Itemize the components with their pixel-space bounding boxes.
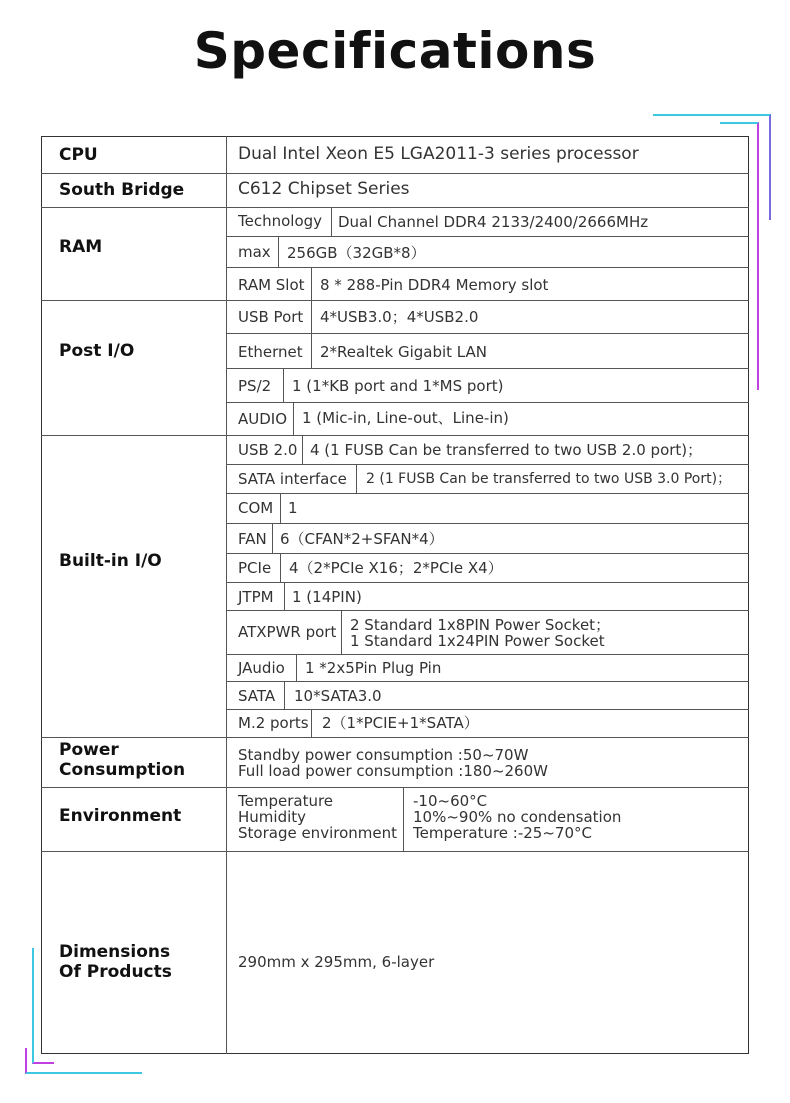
ram-value: 8 * 288-Pin DDR4 Memory slot bbox=[320, 276, 549, 294]
south-bridge-label: South Bridge bbox=[59, 180, 185, 200]
builtin-io-key: SATA interface bbox=[238, 470, 347, 488]
power-full-load: Full load power consumption :180~260W bbox=[238, 762, 548, 780]
section-divider bbox=[41, 851, 749, 852]
post-io-value: 4*USB3.0；4*USB2.0 bbox=[320, 308, 479, 326]
cell-divider bbox=[302, 435, 303, 464]
post-io-key: PS/2 bbox=[238, 377, 272, 395]
builtin-io-key: COM bbox=[238, 499, 274, 517]
cell-divider bbox=[356, 464, 357, 493]
section-divider bbox=[41, 300, 749, 301]
builtin-io-value: 1 (14PIN) bbox=[292, 588, 362, 606]
row-divider bbox=[226, 553, 749, 554]
environment-key: Storage environment bbox=[238, 824, 397, 842]
environment-value: Temperature :-25~70°C bbox=[413, 824, 592, 842]
cell-divider bbox=[311, 300, 312, 333]
ram-key: max bbox=[238, 243, 271, 261]
cell-divider bbox=[293, 402, 294, 435]
dimensions-label-line2: Of Products bbox=[59, 962, 172, 982]
section-divider bbox=[41, 207, 749, 208]
environment-key: Humidity bbox=[238, 808, 307, 826]
row-divider bbox=[226, 654, 749, 655]
row-divider bbox=[226, 681, 749, 682]
builtin-io-key: JAudio bbox=[238, 659, 285, 677]
dimensions-label: Dimensions bbox=[59, 942, 171, 962]
post-io-key: USB Port bbox=[238, 308, 304, 326]
ram-label: RAM bbox=[59, 237, 103, 257]
builtin-io-value: 6（CFAN*2+SFAN*4） bbox=[280, 530, 444, 548]
cell-divider bbox=[272, 523, 273, 553]
cell-divider bbox=[280, 493, 281, 523]
environment-label: Environment bbox=[59, 806, 182, 826]
builtin-io-value: 10*SATA3.0 bbox=[294, 687, 382, 705]
ram-value: 256GB（32GB*8） bbox=[287, 244, 426, 262]
section-divider bbox=[41, 787, 749, 788]
column-divider bbox=[226, 136, 227, 1054]
builtin-io-key: SATA bbox=[238, 687, 276, 705]
row-divider bbox=[226, 523, 749, 524]
builtin-io-key: USB 2.0 bbox=[238, 441, 298, 459]
power-label: Power bbox=[59, 740, 119, 760]
builtin-io-value: 2 (1 FUSB Can be transferred to two USB 3.0 Port)； bbox=[366, 471, 732, 487]
row-divider bbox=[226, 709, 749, 710]
power-standby: Standby power consumption :50~70W bbox=[238, 746, 529, 764]
row-divider bbox=[226, 267, 749, 268]
cell-divider bbox=[341, 610, 342, 654]
builtin-io-value: 2（1*PCIE+1*SATA） bbox=[322, 714, 479, 732]
post-io-value: 2*Realtek Gigabit LAN bbox=[320, 343, 487, 361]
builtin-io-label: Built-in I/O bbox=[59, 551, 162, 571]
row-divider bbox=[226, 582, 749, 583]
cell-divider bbox=[311, 709, 312, 737]
section-divider bbox=[41, 435, 749, 436]
builtin-io-key: JTPM bbox=[238, 588, 274, 606]
dimensions-value: 290mm x 295mm, 6-layer bbox=[238, 953, 435, 971]
ram-key: Technology bbox=[238, 212, 323, 230]
environment-key: Temperature bbox=[238, 792, 334, 810]
cell-divider bbox=[284, 582, 285, 610]
builtin-io-key: FAN bbox=[238, 530, 267, 548]
row-divider bbox=[226, 402, 749, 403]
builtin-io-value: 1 *2x5Pin Plug Pin bbox=[305, 659, 442, 677]
row-divider bbox=[226, 368, 749, 369]
builtin-io-value: 2 Standard 1x8PIN Power Socket； bbox=[350, 616, 611, 634]
builtin-io-key: PCIe bbox=[238, 559, 272, 577]
cell-divider bbox=[278, 236, 279, 267]
cpu-value: Dual Intel Xeon E5 LGA2011-3 series processor bbox=[238, 144, 639, 164]
cell-divider bbox=[403, 787, 404, 851]
row-divider bbox=[226, 610, 749, 611]
post-io-label: Post I/O bbox=[59, 341, 135, 361]
post-io-key: Ethernet bbox=[238, 343, 303, 361]
row-divider bbox=[226, 493, 749, 494]
post-io-key: AUDIO bbox=[238, 410, 288, 428]
row-divider bbox=[226, 236, 749, 237]
spec-table bbox=[41, 136, 749, 1054]
power-label-line2: Consumption bbox=[59, 760, 186, 780]
builtin-io-value: 4（2*PCIe X16；2*PCIe X4） bbox=[289, 559, 503, 577]
builtin-io-key: M.2 ports bbox=[238, 714, 309, 732]
cell-divider bbox=[296, 654, 297, 681]
cell-divider bbox=[284, 681, 285, 709]
south-bridge-value: C612 Chipset Series bbox=[238, 179, 410, 199]
ram-value: Dual Channel DDR4 2133/2400/2666MHz bbox=[338, 213, 649, 231]
cell-divider bbox=[283, 368, 284, 402]
builtin-io-value-line2: 1 Standard 1x24PIN Power Socket bbox=[350, 632, 605, 650]
cpu-label: CPU bbox=[59, 145, 98, 165]
section-divider bbox=[41, 173, 749, 174]
page-title: Specifications bbox=[193, 22, 597, 80]
environment-value: 10%~90% no condensation bbox=[413, 808, 622, 826]
row-divider bbox=[226, 464, 749, 465]
cell-divider bbox=[280, 553, 281, 582]
environment-value: -10~60°C bbox=[413, 792, 488, 810]
cell-divider bbox=[331, 207, 332, 236]
post-io-value: 1 (Mic-in, Line-out、Line-in) bbox=[302, 409, 509, 427]
builtin-io-key: ATXPWR port bbox=[238, 623, 337, 641]
row-divider bbox=[226, 333, 749, 334]
post-io-value: 1 (1*KB port and 1*MS port) bbox=[292, 377, 504, 395]
cell-divider bbox=[311, 333, 312, 368]
builtin-io-value: 1 bbox=[288, 499, 298, 517]
section-divider bbox=[41, 737, 749, 738]
cell-divider bbox=[311, 267, 312, 300]
builtin-io-value: 4 (1 FUSB Can be transferred to two USB 2.0 port)； bbox=[310, 441, 703, 459]
ram-key: RAM Slot bbox=[238, 276, 305, 294]
